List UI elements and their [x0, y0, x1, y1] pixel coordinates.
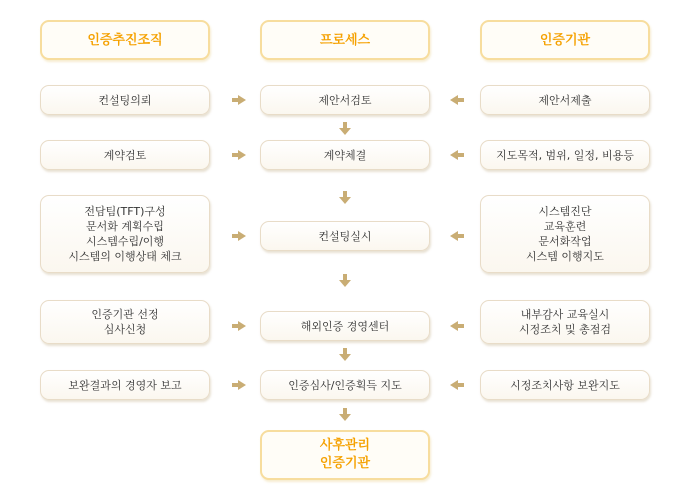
row-0-center-line-0: 제안서검토 — [318, 93, 372, 107]
row-2-left-line-1: 문서화 계획수립 — [86, 220, 164, 233]
row-1-right-box — [480, 140, 650, 170]
row-0-left-box — [40, 85, 210, 115]
row-2-right-line-0: 시스템진단 — [538, 205, 592, 218]
row-2-right-line-3: 시스템 이행지도 — [526, 250, 604, 263]
arrow-left-icon — [450, 321, 458, 331]
row-2-center-box — [260, 221, 430, 251]
row-4-right-box — [480, 370, 650, 400]
arrow-left-icon — [450, 231, 458, 241]
row-0-center-box — [260, 85, 430, 115]
row-2-right-box — [480, 195, 650, 273]
row-4-right-line-0: 시정조치사항 보완지도 — [510, 378, 620, 392]
row-3-right-box — [480, 300, 650, 344]
arrow-down-icon — [339, 128, 351, 135]
row-1-center-box — [260, 140, 430, 170]
row-0-right-line-0: 제안서제출 — [538, 93, 592, 107]
arrow-down-icon — [339, 354, 351, 361]
arrow-down-icon — [339, 280, 351, 287]
arrow-left-icon — [450, 150, 458, 160]
row-2-right-line-2: 문서화작업 — [538, 235, 592, 248]
row-3-left-box — [40, 300, 210, 344]
row-2-left-line-3: 시스템의 이행상태 체크 — [68, 250, 182, 263]
row-4-center-line-0: 인증심사/인증획득 지도 — [288, 378, 402, 392]
row-2-center-line-0: 컨설팅실시 — [318, 229, 372, 243]
row-2-left-line-0: 전담팀(TFT)구성 — [84, 205, 166, 218]
arrow-left-icon — [450, 380, 458, 390]
final-box — [260, 430, 430, 480]
row-4-left-line-0: 보완결과의 경영자 보고 — [68, 378, 182, 392]
header-certification-body — [480, 20, 650, 60]
row-2-left-box — [40, 195, 210, 273]
header-process-label: 프로세스 — [319, 32, 371, 48]
arrow-down-icon — [339, 197, 351, 204]
row-1-right-line-0: 지도목적, 범위, 일정, 비용등 — [496, 148, 634, 162]
row-1-center-line-0: 계약체결 — [323, 148, 367, 162]
arrow-right-icon — [238, 95, 246, 105]
header-organization — [40, 20, 210, 60]
arrow-right-icon — [238, 150, 246, 160]
row-1-left-box — [40, 140, 210, 170]
arrow-right-icon — [238, 321, 246, 331]
row-3-center-line-0: 해외인증 경영센터 — [300, 319, 390, 333]
row-3-left-line-0: 인증기관 선정 — [91, 308, 159, 321]
row-4-left-box — [40, 370, 210, 400]
row-3-right-line-1: 시정조치 및 총점검 — [518, 323, 611, 336]
row-0-right-box — [480, 85, 650, 115]
final-line-0: 사후관리 — [319, 438, 371, 453]
header-organization-label: 인증추진조직 — [87, 32, 163, 48]
row-3-left-line-1: 심사신청 — [103, 323, 147, 336]
row-0-left-line-0: 컨설팅의뢰 — [98, 93, 152, 107]
row-1-left-line-0: 계약검토 — [103, 148, 147, 162]
row-4-center-box — [260, 370, 430, 400]
arrow-left-icon — [450, 95, 458, 105]
header-certification-body-label: 인증기관 — [539, 32, 591, 48]
header-process — [260, 20, 430, 60]
row-2-right-line-1: 교육훈련 — [543, 220, 587, 233]
row-3-right-line-0: 내부감사 교육실시 — [520, 308, 610, 321]
arrow-right-icon — [238, 380, 246, 390]
final-line-1: 인증기관 — [319, 456, 371, 471]
arrow-down-icon — [339, 414, 351, 421]
row-2-left-line-2: 시스템수립/이행 — [85, 235, 165, 248]
arrow-right-icon — [238, 231, 246, 241]
row-3-center-box — [260, 311, 430, 341]
